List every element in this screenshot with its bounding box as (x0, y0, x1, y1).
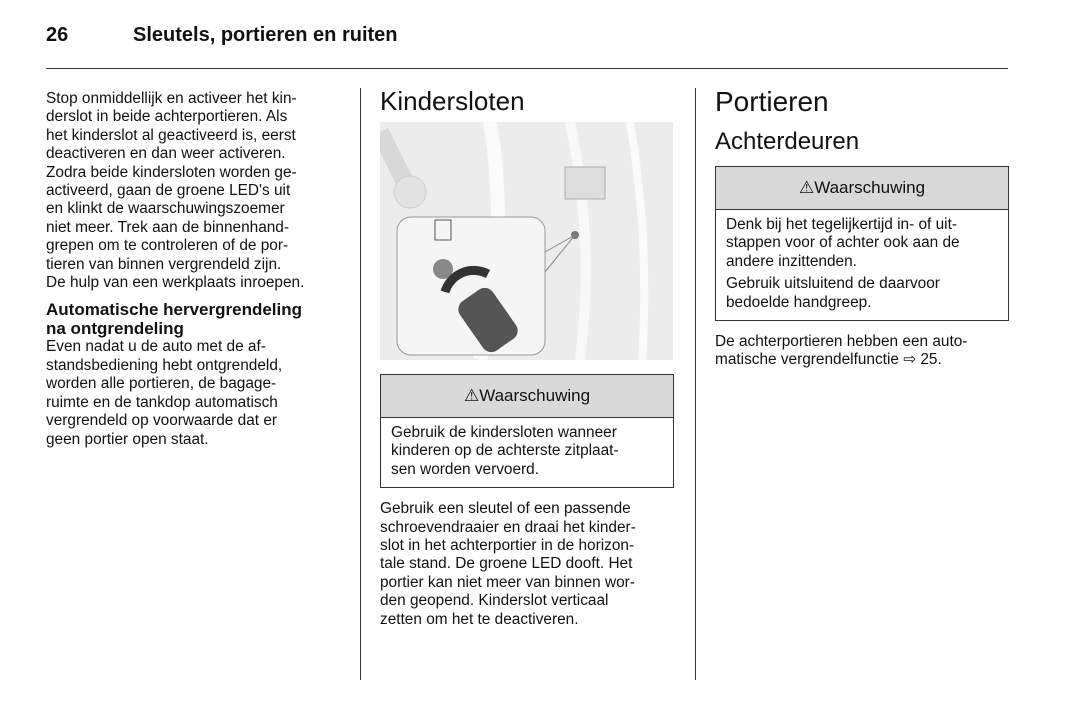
text-line: stappen voor of achter ook aan de (726, 234, 960, 252)
text-line: na ontgrendeling (46, 319, 184, 339)
text-line: sen worden vervoerd. (391, 460, 539, 478)
text-line: ruimte en de tankdop automatisch (46, 393, 278, 411)
paragraph (46, 90, 338, 292)
text-line: bedoelde handgreep. (726, 293, 872, 311)
warning-box (715, 166, 1009, 321)
warning-title: Waarschuwing (814, 177, 926, 197)
warning-text (391, 424, 663, 479)
warning-header (381, 375, 673, 418)
section-heading: Portieren (715, 86, 829, 117)
text-line: andere inzittenden. (726, 252, 857, 270)
text-line: matische vergrendelfunctie ⇨ 25. (715, 351, 942, 369)
child-lock-illustration (380, 122, 673, 360)
text-line: activeerd, gaan de groene LED's uit (46, 182, 291, 200)
text-line: Gebruik uitsluitend de daarvoor (726, 275, 940, 293)
column-3 (715, 86, 1009, 370)
warning-title: Waarschuwing (479, 385, 591, 405)
text-line: Stop onmiddellijk en activeer het kin- (46, 90, 297, 107)
text-line: zetten om het te deactiveren. (380, 610, 579, 628)
paragraph (380, 500, 674, 629)
text-line: kinderen op de achterste zitplaat- (391, 442, 619, 460)
warning-box (380, 374, 674, 488)
text-line: Gebruik de kindersloten wanneer (391, 424, 617, 441)
text-line: slot in het achterportier in de horizon- (380, 537, 635, 555)
text-line: schroevendraaier en draai het kinder- (380, 518, 636, 536)
text-line: tieren van binnen vergrendeld zijn. (46, 255, 282, 273)
warning-header (716, 167, 1008, 210)
column-2 (380, 86, 674, 629)
text-line: De achterportieren hebben een auto- (715, 333, 968, 351)
text-line: den geopend. Kinderslot verticaal (380, 592, 609, 610)
header-rule (46, 68, 1008, 69)
text-line: Automatische hervergrendeling (46, 300, 303, 320)
text-line: tale stand. De groene LED dooft. Het (380, 555, 633, 573)
text-line: portier kan niet meer van binnen wor- (380, 573, 635, 591)
text-line: geen portier open staat. (46, 430, 209, 448)
section-heading: Kindersloten (380, 86, 525, 116)
text-line: worden alle portieren, de bagage- (46, 375, 277, 393)
subsection-heading: Achterdeuren (715, 128, 860, 155)
page-number: 26 (46, 24, 69, 46)
section-heading (46, 300, 338, 338)
text-line: vergrendeld op voorwaarde dat er (46, 412, 278, 430)
text-line: niet meer. Trek aan de binnenhand- (46, 218, 289, 236)
warning-triangle-icon: ⚠ (463, 385, 480, 405)
text-line: De hulp van een werkplaats inroepen. (46, 274, 305, 292)
text-line: en klinkt de waarschuwingszoemer (46, 200, 285, 218)
text-line: Even nadat u de auto met de af- (46, 338, 266, 356)
warning-triangle-icon: ⚠ (798, 177, 815, 197)
warning-text (726, 216, 998, 271)
column-divider (360, 88, 361, 680)
text-line: grepen om te controleren of de por- (46, 237, 289, 255)
text-line: derslot in beide achterportieren. Als (46, 108, 288, 126)
text-line: deactiveren en dan weer activeren. (46, 145, 286, 163)
text-line: Denk bij het tegelijkertijd in- of uit- (726, 216, 957, 233)
paragraph (715, 333, 1009, 370)
paragraph (46, 338, 338, 448)
column-divider (695, 88, 696, 680)
column-1 (46, 90, 338, 449)
text-line: Gebruik een sleutel of een passende (380, 500, 631, 518)
text-line: het kinderslot al geactiveerd is, eerst (46, 126, 296, 144)
text-line: Zodra beide kindersloten worden ge- (46, 163, 297, 181)
text-line: standsbediening hebt ontgrendeld, (46, 356, 283, 374)
warning-text (726, 275, 998, 312)
page-title: Sleutels, portieren en ruiten (133, 24, 398, 46)
